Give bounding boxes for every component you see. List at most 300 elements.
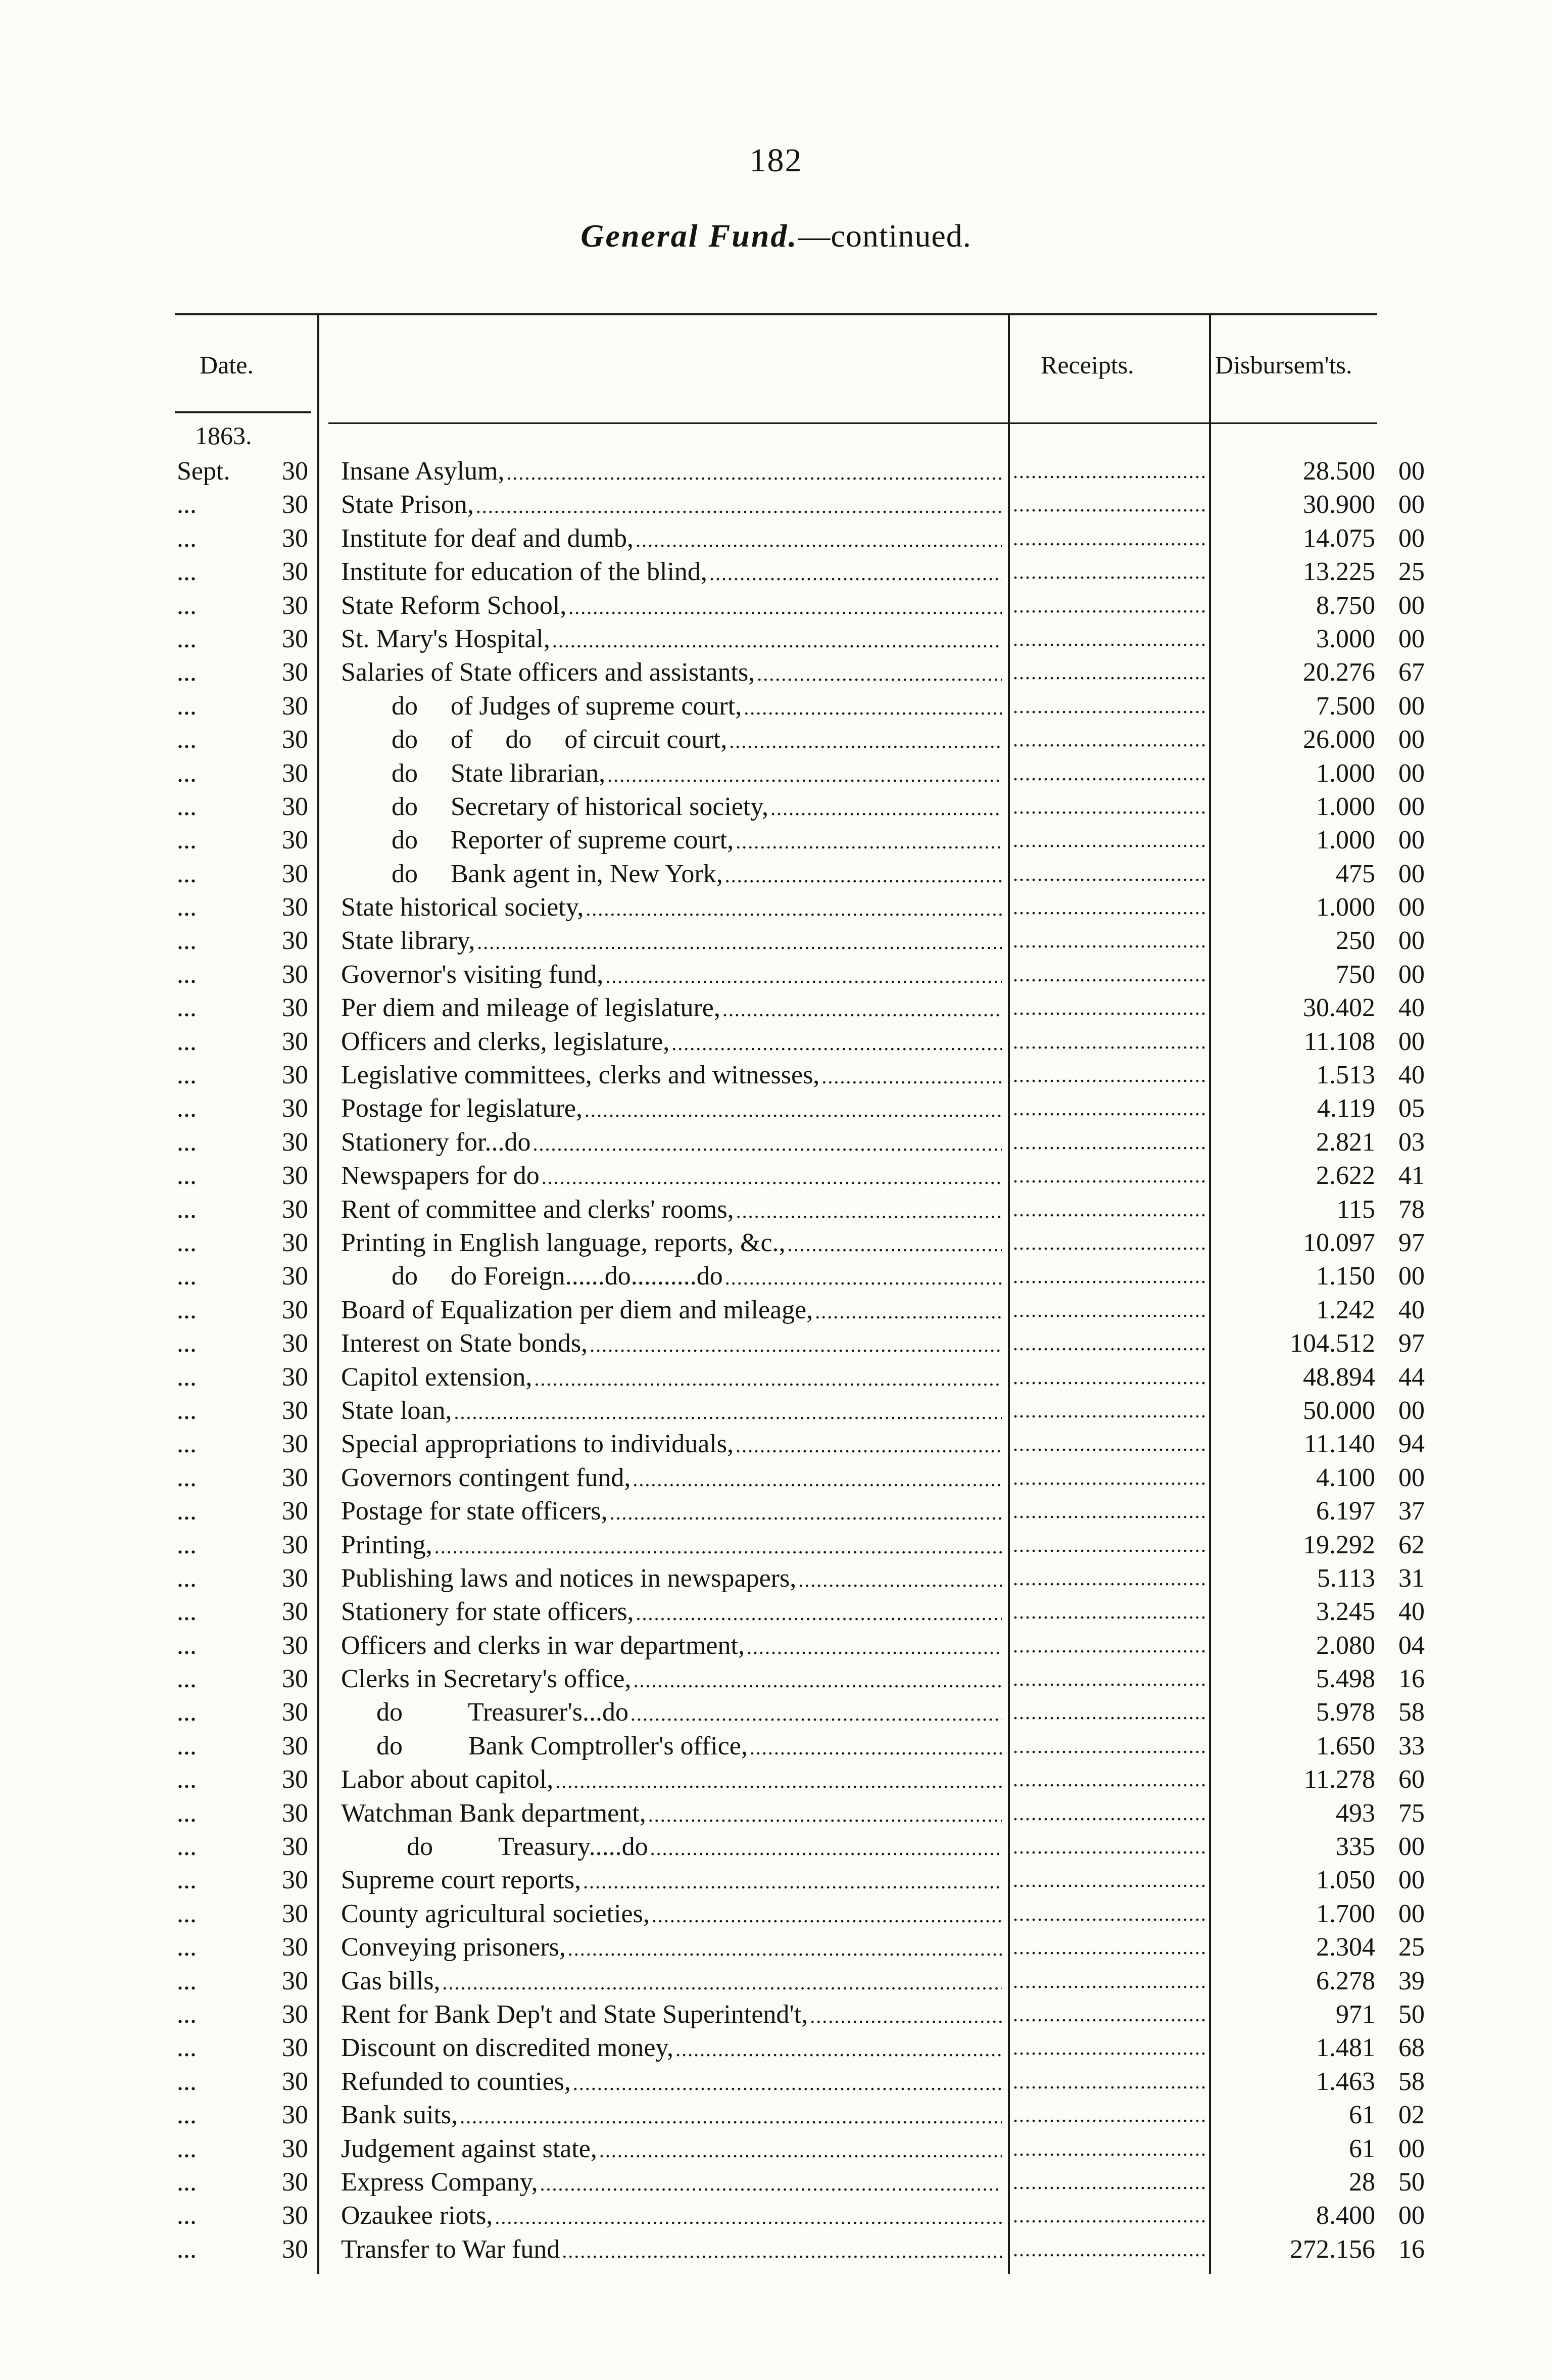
row-disbursement-dollars: 971	[1336, 2000, 1375, 2029]
row-disbursement-cents: 00	[1398, 926, 1425, 956]
row-disbursement-cents: 00	[1398, 960, 1425, 989]
row-day: 30	[282, 826, 308, 855]
page-title-fund: General Fund.	[580, 218, 798, 254]
row-day: 30	[282, 1631, 308, 1660]
row-month: ...	[177, 1664, 197, 1694]
row-disbursement-dollars: 1.700	[1316, 1899, 1375, 1928]
table-row	[0, 858, 1552, 891]
row-day: 30	[282, 2033, 308, 2063]
row-receipts-blank	[1013, 958, 1205, 991]
row-disbursement-cents: 67	[1398, 658, 1425, 687]
row-day: 30	[282, 1430, 308, 1459]
row-disbursement-cents: 00	[1398, 2201, 1425, 2230]
dot-leader	[542, 1161, 1002, 1194]
header-disbursements: Disbursem'ts.	[1215, 351, 1352, 379]
row-disbursement-dollars: 1.000	[1316, 893, 1375, 922]
row-disbursement-cents: 41	[1398, 1161, 1425, 1191]
row-description-text: do of Judges of supreme court,	[392, 691, 742, 721]
row-disbursement-dollars: 6.278	[1316, 1966, 1375, 1995]
row-description-text: Insane Asylum,	[341, 457, 505, 486]
row-disbursement-cents: 00	[1398, 591, 1425, 620]
dot-leader	[477, 926, 1002, 959]
row-description	[341, 1159, 1002, 1194]
table-row	[0, 1361, 1552, 1394]
row-description-text: do Bank agent in, New York,	[392, 859, 723, 888]
dot-leader	[636, 1597, 1002, 1630]
ledger-rows	[0, 455, 1552, 2266]
row-month: ...	[177, 691, 197, 721]
row-receipts-blank	[1013, 1495, 1205, 1528]
header-bottom-rule-main	[328, 422, 1377, 424]
row-description	[341, 1562, 1002, 1597]
table-row	[0, 1025, 1552, 1059]
row-month: ...	[177, 926, 197, 956]
row-description-text: Postage for state officers,	[341, 1497, 608, 1526]
row-receipts-blank	[1013, 1931, 1205, 1964]
row-day: 30	[282, 658, 308, 687]
row-disbursement-dollars: 5.978	[1316, 1698, 1375, 1727]
row-description-text: State loan,	[341, 1396, 452, 1425]
row-receipts-blank	[1013, 1461, 1205, 1495]
row-month: ...	[177, 859, 197, 888]
row-receipts-blank	[1013, 2199, 1205, 2232]
table-top-rule	[175, 313, 1377, 315]
table-row	[0, 1529, 1552, 1562]
row-disbursement-dollars: 1.150	[1316, 1262, 1375, 1291]
dot-leader	[675, 2033, 1002, 2066]
dot-leader	[568, 1932, 1002, 1966]
row-disbursement-dollars: 1.050	[1316, 1866, 1375, 1895]
row-month: ...	[177, 1362, 197, 1392]
row-month: ...	[177, 1027, 197, 1056]
row-receipts-blank	[1013, 2233, 1205, 2266]
row-receipts-blank	[1013, 824, 1205, 857]
row-receipts-blank	[1013, 2132, 1205, 2166]
page-title	[0, 217, 1552, 255]
row-description-text: St. Mary's Hospital,	[341, 624, 550, 653]
row-description-text: County agricultural societies,	[341, 1899, 650, 1928]
row-month: ...	[177, 1329, 197, 1358]
row-month: ...	[177, 1798, 197, 1828]
row-day: 30	[282, 1195, 308, 1224]
row-description	[341, 2199, 1002, 2234]
row-day: 30	[282, 1866, 308, 1895]
table-row	[0, 2099, 1552, 2132]
dot-leader	[555, 1765, 1002, 1798]
table-row	[0, 589, 1552, 623]
table-row	[0, 522, 1552, 555]
table-row	[0, 488, 1552, 521]
dot-leader	[460, 2100, 1002, 2133]
header-bottom-rule-date	[175, 411, 311, 413]
row-disbursement-dollars: 272.156	[1290, 2234, 1375, 2264]
row-receipts-blank	[1013, 790, 1205, 824]
row-disbursement-cents: 00	[1398, 1396, 1425, 1425]
row-disbursement-cents: 58	[1398, 1698, 1425, 1727]
table-row	[0, 824, 1552, 857]
row-description-text: Clerks in Secretary's office,	[341, 1664, 632, 1694]
row-month: ...	[177, 2101, 197, 2130]
row-month: ...	[177, 1463, 197, 1492]
row-description-text: Express Company,	[341, 2167, 538, 2197]
row-disbursement-dollars: 28	[1349, 2167, 1375, 2197]
row-month: ...	[177, 1094, 197, 1123]
dot-leader	[442, 1966, 1002, 2000]
row-disbursement-cents: 02	[1398, 2101, 1425, 2130]
row-description	[341, 958, 1002, 993]
dot-leader	[725, 859, 1002, 892]
row-description-text: Institute for education of the blind,	[341, 557, 707, 587]
table-row	[0, 1059, 1552, 1092]
row-description-text: Conveying prisoners,	[341, 1933, 566, 1962]
row-disbursement-cents: 75	[1398, 1798, 1425, 1828]
row-month: ...	[177, 2234, 197, 2264]
row-description-text: Ozaukee riots,	[341, 2201, 493, 2230]
year-label: 1863.	[195, 421, 252, 450]
row-month: ...	[177, 2000, 197, 2029]
row-day: 30	[282, 960, 308, 989]
row-disbursement-dollars: 4.119	[1317, 1094, 1375, 1123]
row-disbursement-cents: 00	[1398, 893, 1425, 922]
row-receipts-blank	[1013, 1529, 1205, 1562]
row-month: ...	[177, 2201, 197, 2230]
row-disbursement-cents: 00	[1398, 1262, 1425, 1291]
row-disbursement-cents: 44	[1398, 1362, 1425, 1392]
row-description	[341, 1427, 1002, 1462]
row-disbursement-dollars: 26.000	[1303, 725, 1375, 754]
row-description	[341, 1897, 1002, 1932]
row-disbursement-cents: 00	[1398, 792, 1425, 821]
row-receipts-blank	[1013, 522, 1205, 555]
dot-leader	[757, 657, 1002, 691]
row-disbursement-dollars: 11.108	[1303, 1027, 1375, 1056]
dot-leader	[650, 1832, 1002, 1865]
row-description-text: do do Foreign......do..........do	[392, 1262, 723, 1291]
row-description-text: Salaries of State officers and assistants,	[341, 658, 755, 687]
row-month: ...	[177, 2033, 197, 2063]
row-day: 30	[282, 1832, 308, 1862]
row-day: 30	[282, 1094, 308, 1123]
row-day: 30	[282, 1295, 308, 1324]
row-description	[341, 1830, 1002, 1865]
row-disbursement-cents: 33	[1398, 1731, 1425, 1760]
table-row	[0, 1461, 1552, 1495]
row-receipts-blank	[1013, 1025, 1205, 1059]
row-description-text: State Reform School,	[341, 591, 567, 620]
row-description	[341, 488, 1002, 523]
row-disbursement-cents: 00	[1398, 1832, 1425, 1862]
dot-leader	[533, 1127, 1002, 1161]
row-disbursement-dollars: 30.402	[1303, 993, 1375, 1023]
table-row	[0, 2199, 1552, 2232]
row-disbursement-dollars: 14.075	[1303, 523, 1375, 553]
dot-leader	[552, 624, 1002, 657]
row-receipts-blank	[1013, 991, 1205, 1025]
row-description	[341, 824, 1002, 859]
row-receipts-blank	[1013, 1965, 1205, 1998]
row-receipts-blank	[1013, 858, 1205, 891]
row-day: 30	[282, 2201, 308, 2230]
row-disbursement-cents: 97	[1398, 1329, 1425, 1358]
row-receipts-blank	[1013, 2099, 1205, 2132]
table-row	[0, 2233, 1552, 2266]
row-description-text: Gas bills,	[341, 1966, 441, 1995]
row-month: ...	[177, 1563, 197, 1593]
row-month: ...	[177, 1061, 197, 1090]
row-disbursement-cents: 60	[1398, 1765, 1425, 1794]
row-disbursement-dollars: 28.500	[1303, 457, 1375, 486]
row-receipts-blank	[1013, 2065, 1205, 2099]
row-disbursement-cents: 00	[1398, 1866, 1425, 1895]
row-description-text: Officers and clerks, legislature,	[341, 1027, 670, 1056]
dot-leader	[815, 1295, 1002, 1328]
row-day: 30	[282, 490, 308, 519]
row-description	[341, 1763, 1002, 1798]
row-disbursement-dollars: 1.513	[1316, 1061, 1375, 1090]
dot-leader	[725, 1261, 1002, 1295]
row-disbursement-dollars: 1.650	[1316, 1731, 1375, 1760]
table-row	[0, 924, 1552, 958]
row-description-text: State Prison,	[341, 490, 474, 519]
row-disbursement-dollars: 1.000	[1316, 792, 1375, 821]
table-row	[0, 723, 1552, 756]
row-day: 30	[282, 1228, 308, 1257]
table-row	[0, 1763, 1552, 1796]
row-description	[341, 2099, 1002, 2133]
row-description-text: Officers and clerks in war department,	[341, 1631, 745, 1660]
row-description	[341, 924, 1002, 959]
row-month: ...	[177, 792, 197, 821]
row-description	[341, 1864, 1002, 1898]
row-disbursement-cents: 39	[1398, 1966, 1425, 1995]
row-receipts-blank	[1013, 589, 1205, 623]
row-day: 30	[282, 859, 308, 888]
row-description-text: do State librarian,	[392, 758, 606, 788]
row-description-text: do Reporter of supreme court,	[392, 826, 734, 855]
row-description	[341, 1327, 1002, 1362]
row-disbursement-dollars: 475	[1336, 859, 1375, 888]
row-description	[341, 555, 1002, 590]
row-receipts-blank	[1013, 757, 1205, 790]
dot-leader	[633, 1463, 1002, 1496]
row-receipts-blank	[1013, 1092, 1205, 1125]
row-disbursement-dollars: 7.500	[1316, 691, 1375, 721]
row-description	[341, 455, 1002, 490]
row-day: 30	[282, 1597, 308, 1627]
dot-leader	[648, 1798, 1002, 1832]
row-disbursement-dollars: 30.900	[1303, 490, 1375, 519]
row-receipts-blank	[1013, 690, 1205, 723]
row-day: 30	[282, 993, 308, 1023]
table-row	[0, 891, 1552, 924]
dot-leader	[736, 825, 1002, 859]
row-day: 30	[282, 1027, 308, 1056]
dot-leader	[630, 1697, 1002, 1731]
row-description	[341, 1998, 1002, 2033]
row-day: 30	[282, 1563, 308, 1593]
row-receipts-blank	[1013, 1830, 1205, 1864]
row-disbursement-cents: 00	[1398, 691, 1425, 721]
row-disbursement-cents: 03	[1398, 1127, 1425, 1157]
row-description	[341, 589, 1002, 624]
table-row	[0, 1998, 1552, 2031]
row-description	[341, 1226, 1002, 1261]
row-month: ...	[177, 1127, 197, 1157]
dot-leader	[607, 758, 1002, 792]
row-disbursement-dollars: 2.821	[1316, 1127, 1375, 1157]
row-month: ...	[177, 1195, 197, 1224]
row-disbursement-cents: 00	[1398, 1463, 1425, 1492]
row-day: 30	[282, 2134, 308, 2163]
row-disbursement-dollars: 2.622	[1316, 1161, 1375, 1191]
table-row	[0, 1126, 1552, 1159]
row-disbursement-cents: 58	[1398, 2067, 1425, 2096]
row-disbursement-cents: 04	[1398, 1631, 1425, 1660]
row-disbursement-dollars: 1.000	[1316, 758, 1375, 788]
row-receipts-blank	[1013, 1562, 1205, 1595]
row-disbursement-cents: 68	[1398, 2033, 1425, 2063]
row-disbursement-cents: 31	[1398, 1563, 1425, 1593]
table-row	[0, 757, 1552, 790]
row-description	[341, 1696, 1002, 1731]
dot-leader	[495, 2201, 1002, 2234]
table-row	[0, 991, 1552, 1025]
table-row	[0, 1830, 1552, 1864]
row-receipts-blank	[1013, 1730, 1205, 1763]
dot-leader	[747, 1631, 1002, 1664]
row-disbursement-cents: 78	[1398, 1195, 1425, 1224]
row-disbursement-dollars: 4.100	[1316, 1463, 1375, 1492]
row-description	[341, 1730, 1002, 1765]
row-disbursement-cents: 50	[1398, 2167, 1425, 2197]
row-month: ...	[177, 490, 197, 519]
row-description	[341, 1662, 1002, 1697]
dot-leader	[454, 1396, 1002, 1429]
row-receipts-blank	[1013, 891, 1205, 924]
table-row	[0, 1897, 1552, 1931]
row-description-text: Rent for Bank Dep't and State Superintend't,	[341, 2000, 808, 2029]
row-day: 30	[282, 557, 308, 587]
row-day: 30	[282, 1698, 308, 1727]
row-day: 30	[282, 1497, 308, 1526]
row-description	[341, 1595, 1002, 1630]
table-row	[0, 1427, 1552, 1461]
row-month: Sept.	[177, 457, 230, 486]
table-row	[0, 623, 1552, 656]
row-description-text: Rent of committee and clerks' rooms,	[341, 1195, 734, 1224]
row-receipts-blank	[1013, 1260, 1205, 1293]
row-description-text: Governors contingent fund,	[341, 1463, 631, 1492]
row-disbursement-cents: 40	[1398, 1295, 1425, 1324]
row-disbursement-cents: 40	[1398, 993, 1425, 1023]
row-month: ...	[177, 1933, 197, 1962]
row-day: 30	[282, 457, 308, 486]
row-disbursement-dollars: 6.197	[1316, 1497, 1375, 1526]
row-description	[341, 858, 1002, 892]
dot-leader	[590, 1328, 1002, 1362]
row-month: ...	[177, 1899, 197, 1928]
table-row	[0, 1797, 1552, 1830]
row-month: ...	[177, 1966, 197, 1995]
dot-leader	[610, 1496, 1002, 1530]
row-description-text: Special appropriations to individuals,	[341, 1430, 734, 1459]
row-description	[341, 2166, 1002, 2201]
row-receipts-blank	[1013, 1696, 1205, 1729]
row-disbursement-dollars: 50.000	[1303, 1396, 1375, 1425]
table-row	[0, 1696, 1552, 1729]
table-row	[0, 1931, 1552, 1964]
row-description-text: Institute for deaf and dumb,	[341, 523, 634, 553]
row-disbursement-cents: 00	[1398, 826, 1425, 855]
row-day: 30	[282, 725, 308, 754]
row-month: ...	[177, 893, 197, 922]
row-description-text: State historical society,	[341, 893, 584, 922]
dot-leader	[534, 1362, 1002, 1396]
row-receipts-blank	[1013, 1629, 1205, 1662]
table-row	[0, 1327, 1552, 1360]
row-month: ...	[177, 1295, 197, 1324]
dot-leader	[562, 2234, 1002, 2268]
row-description-text: Capitol extension,	[341, 1362, 532, 1392]
dot-leader	[652, 1899, 1002, 1932]
dot-leader	[788, 1228, 1002, 1261]
row-day: 30	[282, 926, 308, 956]
row-day: 30	[282, 1396, 308, 1425]
row-disbursement-cents: 00	[1398, 457, 1425, 486]
row-description	[341, 2065, 1002, 2100]
row-disbursement-dollars: 104.512	[1290, 1329, 1375, 1358]
row-day: 30	[282, 691, 308, 721]
row-disbursement-dollars: 61	[1349, 2101, 1375, 2130]
row-description-text: Governor's visiting fund,	[341, 960, 604, 989]
row-disbursement-cents: 37	[1398, 1497, 1425, 1526]
row-receipts-blank	[1013, 1797, 1205, 1830]
row-description-text: Judgement against state,	[341, 2134, 597, 2163]
row-month: ...	[177, 1731, 197, 1760]
table-row	[0, 1864, 1552, 1897]
row-receipts-blank	[1013, 1327, 1205, 1360]
row-month: ...	[177, 2134, 197, 2163]
row-description	[341, 1294, 1002, 1328]
row-description-text: Printing,	[341, 1530, 432, 1559]
row-day: 30	[282, 1127, 308, 1157]
row-disbursement-cents: 50	[1398, 2000, 1425, 2029]
row-month: ...	[177, 758, 197, 788]
row-receipts-blank	[1013, 1226, 1205, 1260]
row-receipts-blank	[1013, 723, 1205, 756]
row-description	[341, 1394, 1002, 1429]
dot-leader	[586, 892, 1002, 926]
row-receipts-blank	[1013, 1159, 1205, 1193]
row-receipts-blank	[1013, 1294, 1205, 1327]
table-row	[0, 455, 1552, 488]
row-disbursement-dollars: 750	[1336, 960, 1375, 989]
row-description-text: Refunded to counties,	[341, 2067, 571, 2096]
row-receipts-blank	[1013, 1662, 1205, 1696]
row-disbursement-dollars: 1.242	[1316, 1295, 1375, 1324]
table-row	[0, 2065, 1552, 2099]
row-disbursement-dollars: 335	[1336, 1832, 1375, 1862]
row-day: 30	[282, 792, 308, 821]
row-description-text: Bank suits,	[341, 2101, 458, 2130]
row-disbursement-dollars: 5.498	[1316, 1664, 1375, 1694]
row-receipts-blank	[1013, 924, 1205, 958]
row-description-text: Postage for legislature,	[341, 1094, 583, 1123]
row-day: 30	[282, 1798, 308, 1828]
row-day: 30	[282, 1765, 308, 1794]
row-description	[341, 790, 1002, 825]
row-day: 30	[282, 523, 308, 553]
